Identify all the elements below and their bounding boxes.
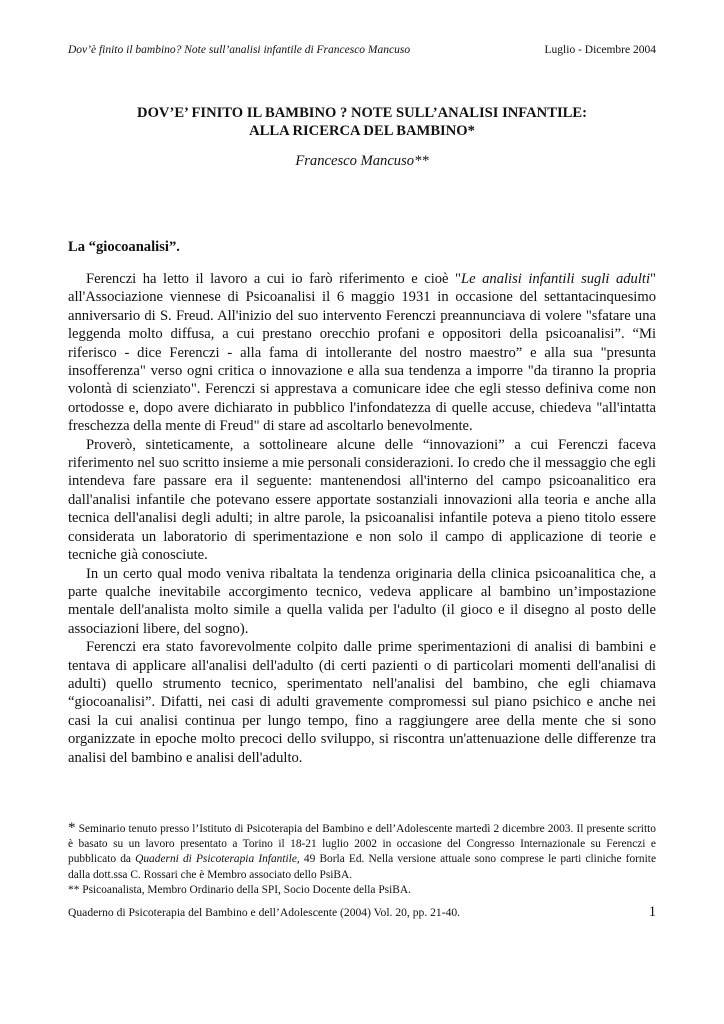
- journal-citation-footer: [68, 906, 656, 921]
- paragraph-2: Proverò, sinteticamente, a sottolineare alcune delle “innovazioni” a cui Ferenczi faceva riferimento nel suo scritto insieme a mie personali considerazioni. Io credo che il messaggio che egli intendeva fare passare era il seguente: mantenendosi all'interno del campo psicoanalitico era dall'analisi infantile che potevano essere apportate sostanziali innovazioni alla teoria e anche alla tecnica dell'analisi degli adulti; in altre parole, la psicoanalisi infantile poteva a pieno titolo essere considerata un laboratorio di sperimentazione e non solo il campo di applicazione di teorie e tecniche già conosciute.: [68, 436, 656, 564]
- running-head: [68, 44, 656, 56]
- article-title-line-1: DOV’E’ FINITO IL BAMBINO ? NOTE SULL’ANALISI INFANTILE:: [137, 105, 587, 121]
- cited-work-title: Le analisi infantili sugli adulti: [461, 271, 651, 287]
- footnote-1-text-end: 49 Borla Ed. Nella versione attuale sono comprese le parti cliniche fornite dalla dott.ssa C. Rossari che è Membro associato dello PsiBA.: [68, 853, 657, 881]
- paragraph-1: [68, 270, 656, 436]
- author-name: Francesco Mancuso**: [295, 153, 429, 169]
- section-heading: La “giocoanalisi”.: [68, 239, 180, 255]
- paragraph-3: In un certo qual modo veniva ribaltata la tendenza originaria della clinica psicoanalitica che, a parte qualche inevitabile accorgimento tecnico, vedeva applicare al bambino un’impostazione mentale dell'analista molto simile a quella valida per l'adulto (il gioco e il disegno al posto delle associazioni libere, del sogno).: [68, 565, 656, 637]
- page-number: 1: [648, 904, 656, 920]
- footnote-1-text: Seminario tenuto presso l’Istituto di Psicoterapia del Bambino e dell’Adolescente martedì 2 dicembre 2003. Il presente scritto è basato su un lavoro presentato a Torino il 18-21 luglio 2002 in occasione del Congresso Internazionale su Ferenczi e pubblicato da: [68, 823, 656, 866]
- article-title: [68, 104, 656, 140]
- footnotes: [68, 821, 656, 898]
- journal-citation: Quaderno di Psicoterapia del Bambino e dell’Adolescente (2004) Vol. 20, pp. 21-40.: [68, 906, 461, 919]
- running-head-title: Dov’è finito il bambino? Note sull’analisi infantile di Francesco Mancuso: [68, 44, 411, 56]
- article-title-line-2: ALLA RICERCA DEL BAMBINO*: [249, 123, 475, 139]
- footnote-1: [68, 821, 656, 883]
- footnote-1-publication: Quaderni di Psicoterapia Infantile,: [135, 853, 300, 866]
- paragraph-4: Ferenczi era stato favorevolmente colpito dalle prime sperimentazioni di analisi di bambini e tentava di applicare all'analisi dell'adulto (di certi pazienti o di particolari momenti dell'analisi di adulti) quello strumento tecnico, sperimentato nell'analisi del bambino, che egli chiamava “giocoanalisi”. Difatti, nei casi di adulti gravemente compromessi sul piano psichico e anche nei casi la cui analisi continua per lungo tempo, fino a raggiungere aree della mente che si sono organizzate in epoche molto precoci dello sviluppo, si riscontra un'attenuazione delle differenze tra analisi del bambino e analisi dell'adulto.: [68, 639, 656, 766]
- footnote-2: ** Psicoanalista, Membro Ordinario della SPI, Socio Docente della PsiBA.: [68, 883, 411, 896]
- footnote-1-marker: *: [68, 820, 76, 836]
- running-head-date: Luglio - Dicembre 2004: [544, 44, 656, 56]
- body-text: [68, 270, 656, 767]
- paragraph-1-rest: " all'Associazione viennese di Psicoanalisi il 6 maggio 1931 in occasione del settantacinquesimo anniversario di S. Freud. All'inizio del suo intervento Ferenczi preannunciava di volere "sfatare una leggenda molto diffusa, a cui prestano orecchio profani e oppositori della psicoanalisi”. “Mi riferisco - dice Ferenczi - alla fama di intollerante del nostro maestro” e alla sua "presunta insofferenza" verso ogni critica o innovazione e alla sua tendenza a imporre "da tiranno la propria volontà di scienziato". Ferenczi si apprestava a comunicare idee che egli stesso definiva come non ortodosse e, dopo avere dichiarato in pubblico l'infondatezza di quelle accuse, chiedeva "all'intatta freschezza della mente di Freud" di stare ad ascoltarlo benevolmente.: [68, 271, 656, 435]
- paragraph-1-start: Ferenczi ha letto il lavoro a cui io farò riferimento e cioè ": [86, 271, 461, 287]
